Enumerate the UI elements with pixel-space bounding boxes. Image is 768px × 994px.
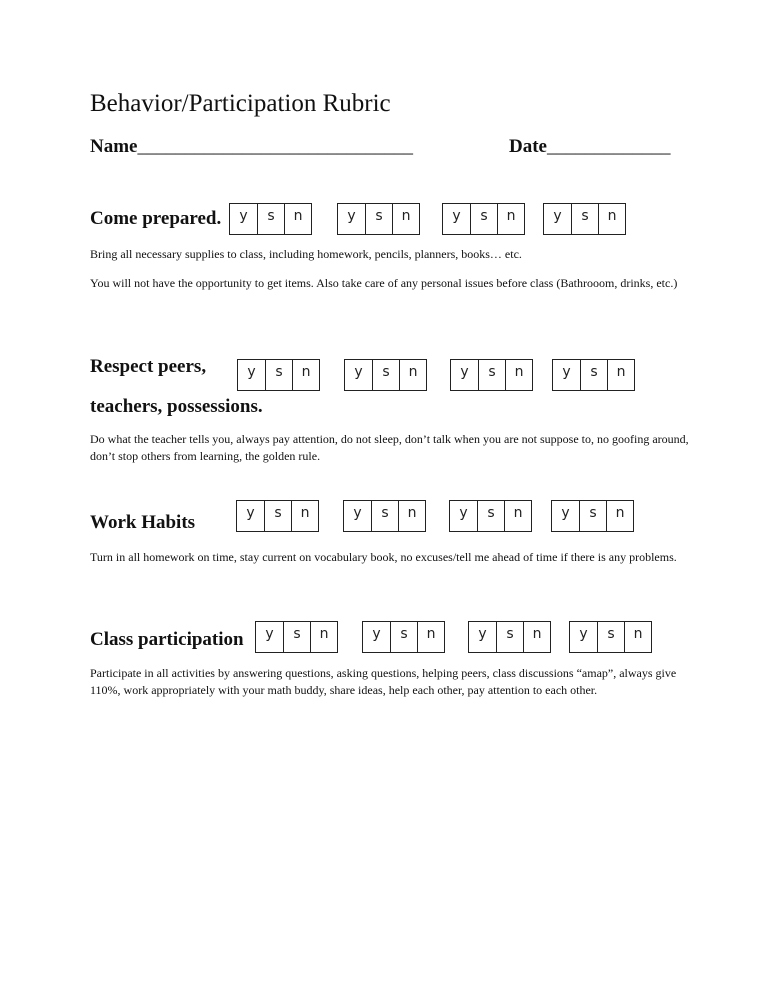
- rating-option[interactable]: y: [553, 208, 562, 224]
- rating-option[interactable]: y: [247, 364, 256, 380]
- rating-option[interactable]: y: [372, 626, 381, 642]
- rating-option[interactable]: s: [257, 204, 284, 234]
- rating-boxes[interactable]: [442, 203, 525, 235]
- rating-option[interactable]: n: [624, 622, 651, 652]
- rating-option[interactable]: n: [310, 622, 337, 652]
- rating-option[interactable]: n: [523, 622, 550, 652]
- section-description: Participate in all activities by answering questions, asking questions, helping peers, class discussions “amap”, always give 110%, work appropriately with your math buddy, share ideas, help each other, pay attention to each other.: [90, 666, 677, 697]
- rating-boxes[interactable]: [237, 359, 320, 391]
- section-heading: Class participation: [90, 629, 244, 650]
- rating-option[interactable]: y: [265, 626, 274, 642]
- section-heading: Respect peers,: [90, 356, 207, 377]
- rating-boxes[interactable]: [344, 359, 427, 391]
- rating-option[interactable]: y: [460, 364, 469, 380]
- section-description: Do what the teacher tells you, always pay attention, do not sleep, don’t talk when you are not suppose to, no goofing around, don’t stop others from learning, the golden rule.: [90, 432, 689, 463]
- section-heading-line2: teachers, possessions.: [90, 396, 263, 417]
- rating-option[interactable]: s: [477, 501, 504, 531]
- rating-option[interactable]: n: [284, 204, 311, 234]
- rating-option[interactable]: n: [398, 501, 425, 531]
- rating-option[interactable]: n: [392, 204, 419, 234]
- rating-boxes[interactable]: [229, 203, 312, 235]
- rating-option[interactable]: n: [504, 501, 531, 531]
- rating-option[interactable]: s: [265, 360, 292, 390]
- rating-option[interactable]: n: [399, 360, 426, 390]
- rating-option[interactable]: y: [478, 626, 487, 642]
- rating-option[interactable]: y: [459, 505, 468, 521]
- rating-option[interactable]: s: [390, 622, 417, 652]
- rating-option[interactable]: y: [354, 364, 363, 380]
- section-description: Turn in all homework on time, stay current on vocabulary book, no excuses/tell me ahead of time if there is any problems.: [90, 550, 677, 564]
- rating-boxes[interactable]: [362, 621, 445, 653]
- page-title: Behavior/Participation Rubric: [90, 90, 391, 117]
- rating-option[interactable]: n: [606, 501, 633, 531]
- rating-option[interactable]: y: [452, 208, 461, 224]
- rating-boxes[interactable]: [551, 500, 634, 532]
- rating-option[interactable]: y: [246, 505, 255, 521]
- date-line: _____________: [546, 136, 671, 157]
- rating-option[interactable]: n: [598, 204, 625, 234]
- rating-boxes[interactable]: [337, 203, 420, 235]
- rating-option[interactable]: y: [353, 505, 362, 521]
- rating-option[interactable]: s: [597, 622, 624, 652]
- name-label: Name: [90, 136, 138, 157]
- rating-option[interactable]: s: [283, 622, 310, 652]
- rating-option[interactable]: n: [292, 360, 319, 390]
- rating-boxes[interactable]: [468, 621, 551, 653]
- rating-option[interactable]: n: [607, 360, 634, 390]
- rating-option[interactable]: s: [470, 204, 497, 234]
- date-field[interactable]: [509, 136, 670, 158]
- rating-option[interactable]: s: [264, 501, 291, 531]
- rating-boxes[interactable]: [450, 359, 533, 391]
- rating-option[interactable]: n: [505, 360, 532, 390]
- rating-boxes[interactable]: [552, 359, 635, 391]
- rating-boxes[interactable]: [255, 621, 338, 653]
- rating-boxes[interactable]: [343, 500, 426, 532]
- rating-option[interactable]: n: [417, 622, 444, 652]
- section-heading: Come prepared.: [90, 208, 222, 229]
- rating-option[interactable]: s: [372, 360, 399, 390]
- rating-boxes[interactable]: [543, 203, 626, 235]
- rating-boxes[interactable]: [236, 500, 319, 532]
- rating-option[interactable]: n: [497, 204, 524, 234]
- date-label: Date: [509, 136, 547, 157]
- rating-option[interactable]: y: [347, 208, 356, 224]
- rating-option[interactable]: s: [365, 204, 392, 234]
- rating-boxes[interactable]: [449, 500, 532, 532]
- rating-option[interactable]: y: [562, 364, 571, 380]
- section-heading: Work Habits: [90, 512, 196, 533]
- section-description: You will not have the opportunity to get items. Also take care of any personal issues before class (Bathrooom, drinks, etc.): [90, 276, 678, 290]
- rating-option[interactable]: s: [496, 622, 523, 652]
- rating-option[interactable]: s: [579, 501, 606, 531]
- rating-option[interactable]: s: [371, 501, 398, 531]
- rating-option[interactable]: s: [478, 360, 505, 390]
- name-line: _____________________________: [137, 136, 413, 157]
- rating-option[interactable]: n: [291, 501, 318, 531]
- rating-boxes[interactable]: [569, 621, 652, 653]
- rating-option[interactable]: s: [571, 204, 598, 234]
- rating-option[interactable]: y: [579, 626, 588, 642]
- section-description: Bring all necessary supplies to class, including homework, pencils, planners, books… etc.: [90, 247, 522, 261]
- name-field[interactable]: [90, 136, 413, 158]
- rating-option[interactable]: y: [561, 505, 570, 521]
- rating-option[interactable]: s: [580, 360, 607, 390]
- rating-option[interactable]: y: [239, 208, 248, 224]
